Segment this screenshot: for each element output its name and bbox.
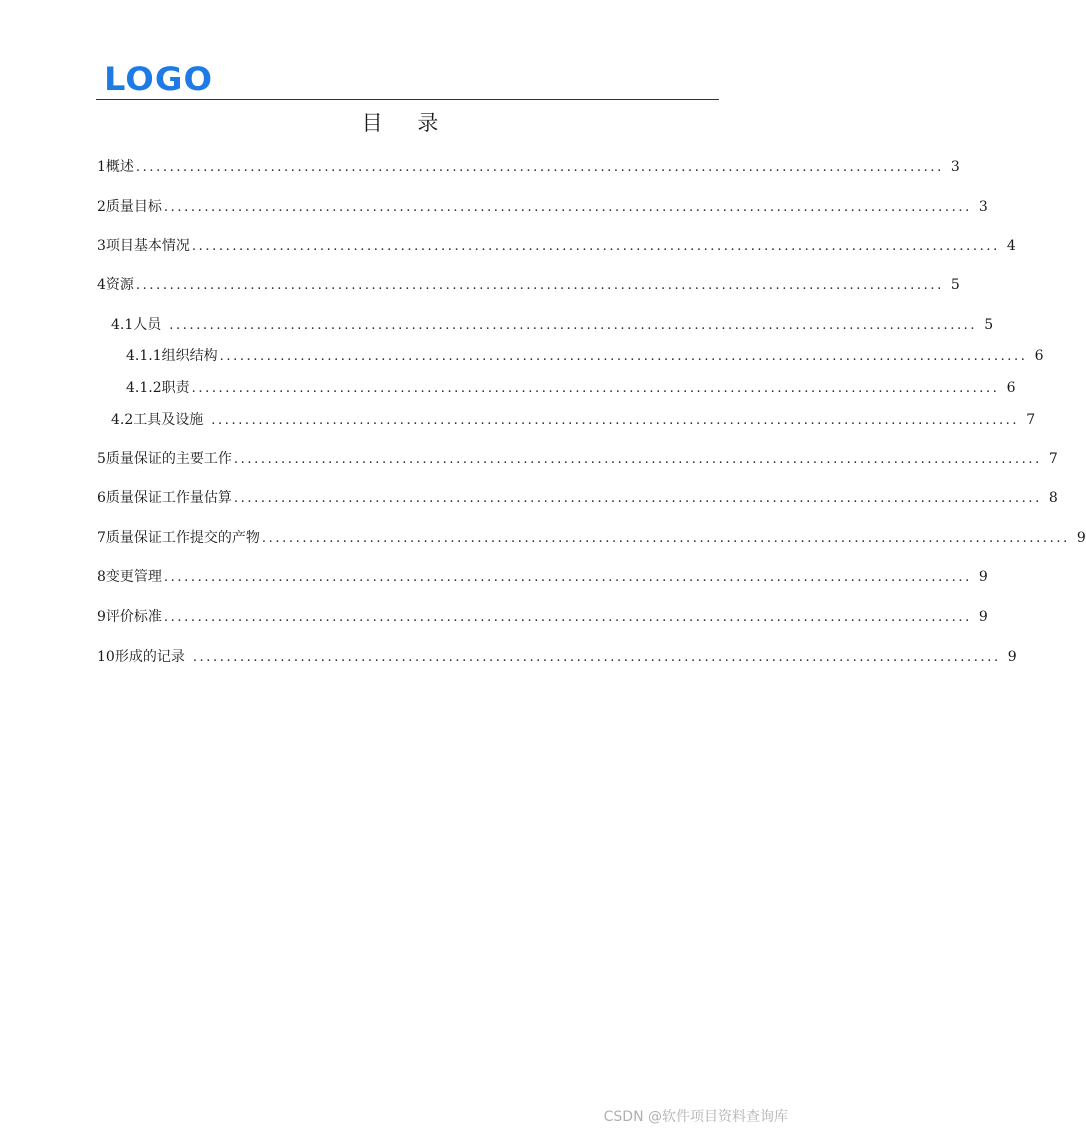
toc-dot-leader: ........................................................................................................................: [211, 413, 1020, 428]
toc-entry-page: 9: [1007, 649, 1017, 665]
toc-dot-leader: ........................................................................................................................: [261, 531, 1070, 546]
toc-dot-leader: ........................................................................................................................: [163, 570, 972, 585]
logo: LOGO: [104, 60, 214, 98]
toc-entry-page: 3: [978, 199, 988, 215]
toc-entry-number: 4.1.1: [126, 348, 162, 364]
toc-title: 目 录: [361, 111, 453, 135]
toc-entry-number: 4.1: [111, 317, 134, 333]
toc-entry-page: 6: [1006, 380, 1016, 396]
toc-entry-label: 质量目标: [105, 199, 162, 215]
toc-dot-leader: ........................................................................................................................: [163, 200, 972, 215]
toc-entry-label: 质量保证工作提交的产物: [105, 530, 260, 546]
toc-entry-number: 1: [97, 159, 106, 175]
header-rule: [96, 99, 719, 100]
toc-entry-page: 9: [978, 569, 988, 585]
toc-entry-label: 职责: [161, 380, 190, 396]
toc-entry-page: 7: [1048, 451, 1058, 467]
toc-entry-label: 组织结构: [161, 348, 218, 364]
toc-entry-number: 4: [97, 277, 106, 293]
toc-entry[interactable]: [97, 527, 1086, 549]
toc-dot-leader: ........................................................................................................................: [233, 452, 1042, 467]
toc-entry-number: 9: [97, 609, 106, 625]
toc-entry[interactable]: [97, 566, 988, 588]
toc-dot-leader: ........................................................................................................................: [192, 650, 1001, 665]
toc-dot-leader: ........................................................................................................................: [191, 239, 1000, 254]
toc-entry-label: 形成的记录: [114, 649, 185, 665]
toc-entry-page: 6: [1034, 348, 1044, 364]
toc-dot-leader: ........................................................................................................................: [135, 160, 944, 175]
toc-entry-page: 3: [950, 159, 960, 175]
toc-entry-number: 8: [97, 569, 106, 585]
toc-entry[interactable]: [111, 409, 1036, 431]
toc-entry-label: 人员: [133, 317, 162, 333]
toc-entry[interactable]: [97, 274, 960, 296]
toc-entry[interactable]: [97, 606, 988, 628]
toc-entry-label: 项目基本情况: [105, 238, 190, 254]
toc-dot-leader: ........................................................................................................................: [163, 610, 972, 625]
watermark: CSDN @软件项目资料查询库: [603, 1109, 788, 1125]
toc-dot-leader: ........................................................................................................................: [169, 318, 978, 333]
toc-entry-number: 2: [97, 199, 106, 215]
toc-entry[interactable]: [126, 345, 1044, 367]
toc-entry-page: 9: [978, 609, 988, 625]
toc-entry-number: 6: [97, 490, 106, 506]
toc-entry-number: 3: [97, 238, 106, 254]
toc-dot-leader: ........................................................................................................................: [219, 349, 1028, 364]
toc-entry[interactable]: [97, 487, 1058, 509]
toc-dot-leader: ........................................................................................................................: [135, 278, 944, 293]
toc-entry-number: 10: [97, 649, 115, 665]
toc-entry[interactable]: [97, 196, 988, 218]
toc-entry[interactable]: [97, 156, 960, 178]
toc-entry-label: 质量保证的主要工作: [105, 451, 232, 467]
toc-entry-page: 8: [1048, 490, 1058, 506]
toc-entry-label: 工具及设施: [133, 412, 204, 428]
toc-entry-number: 7: [97, 530, 106, 546]
toc-entry-page: 7: [1026, 412, 1036, 428]
toc-entry[interactable]: [97, 448, 1058, 470]
toc-entry-page: 5: [984, 317, 994, 333]
toc-dot-leader: ........................................................................................................................: [233, 491, 1042, 506]
toc-entry-page: 4: [1006, 238, 1016, 254]
toc-entry-page: 9: [1076, 530, 1086, 546]
toc-entry-number: 5: [97, 451, 106, 467]
toc-entry-label: 变更管理: [105, 569, 162, 585]
toc-entry-page: 5: [950, 277, 960, 293]
toc-entry-label: 评价标准: [105, 609, 162, 625]
toc-entry-label: 资源: [105, 277, 134, 293]
toc-entry[interactable]: [111, 314, 994, 336]
toc-entry-number: 4.1.2: [126, 380, 162, 396]
toc-dot-leader: ........................................................................................................................: [191, 381, 1000, 396]
toc-entry-label: 概述: [105, 159, 134, 175]
toc-entry-number: 4.2: [111, 412, 134, 428]
toc-entry[interactable]: [126, 377, 1016, 399]
toc-entry[interactable]: [97, 235, 1016, 257]
toc-entry[interactable]: [97, 646, 1017, 668]
toc-entry-label: 质量保证工作量估算: [105, 490, 232, 506]
